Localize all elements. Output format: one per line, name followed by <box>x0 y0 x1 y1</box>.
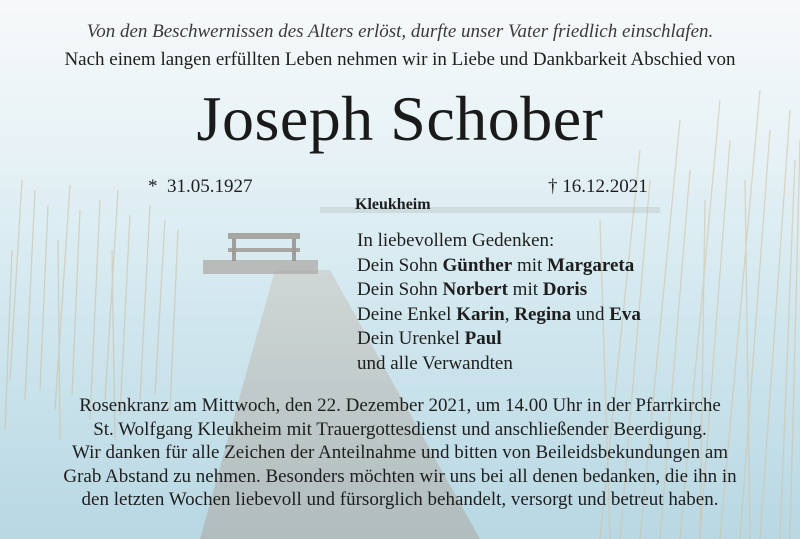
footer-line-5: den letzten Wochen liebevoll und fürsorglich behandelt, versorgt und betreut haben. <box>81 489 719 511</box>
intro-text: Nach einem langen erfüllten Leben nehmen wir in Liebe und Dankbarkeit Abschied von <box>64 49 736 70</box>
mourner-great-grandchild: Dein Urenkel Paul <box>357 328 502 349</box>
mourner-son-1: Dein Sohn Günther mit Margareta <box>357 254 635 276</box>
service-information <box>0 394 800 512</box>
death-date-line <box>548 176 648 198</box>
mourner-grandchildren: Deine Enkel Karin, Regina und Eva <box>357 303 641 325</box>
opening-quote: Von den Beschwernissen des Alters erlöst, durfte unser Vater friedlich einschlafen. <box>86 21 714 42</box>
death-cross-icon: † <box>548 176 558 197</box>
footer-line-3: Wir danken für alle Zeichen der Anteilnahme und bitten von Beileidsbekundungen am <box>71 442 729 464</box>
residence-place: Kleukheim <box>355 196 431 213</box>
mourner-son-2: Dein Sohn Norbert mit Doris <box>357 279 588 300</box>
footer-line-2: St. Wolfgang Kleukheim mit Trauergottesdienst und anschließender Beerdigung. <box>93 418 707 440</box>
footer-line-4: Grab Abstand zu nehmen. Besonders möchten wir uns bei all denen bedanken, die ihn in <box>63 465 737 487</box>
deceased-name: Joseph Schober <box>196 83 604 154</box>
mourners-heading: In liebevollem Gedenken: <box>357 230 555 251</box>
birth-date-line <box>148 176 253 198</box>
mourner-relatives: und alle Verwandten <box>357 352 513 374</box>
death-date: 16.12.2021 <box>562 176 648 197</box>
mourners-list <box>357 229 641 376</box>
birth-date: 31.05.1927 <box>167 176 253 197</box>
footer-line-1: Rosenkranz am Mittwoch, den 22. Dezember 2021, um 14.00 Uhr in der Pfarrkirche <box>79 395 721 416</box>
birth-star-icon: * <box>148 176 158 197</box>
